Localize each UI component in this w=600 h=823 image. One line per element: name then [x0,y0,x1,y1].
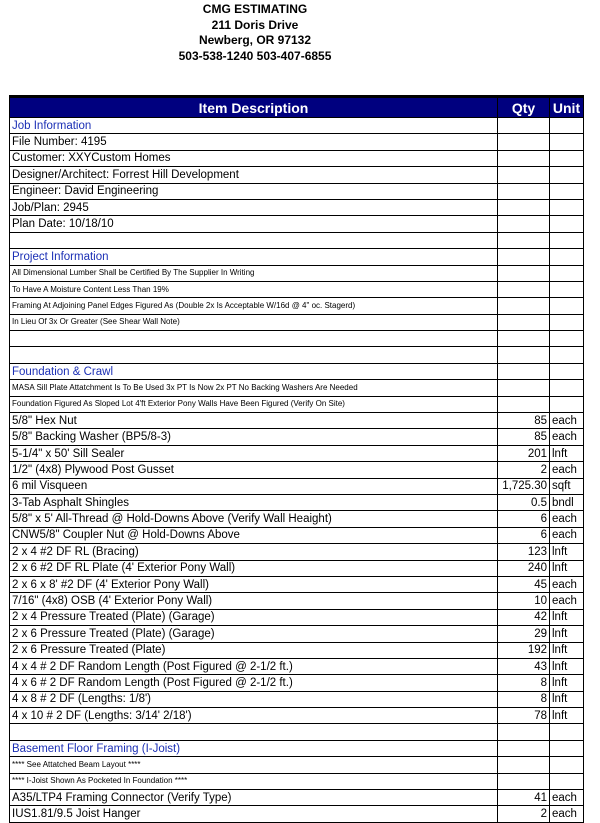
item-qty [498,265,550,281]
table-row [10,806,584,822]
item-unit [550,134,584,150]
table-row [10,609,584,625]
item-qty: 85 [498,413,550,429]
table-row [10,511,584,527]
item-qty [498,363,550,379]
item-qty [498,380,550,396]
column-header-unit: Unit [550,97,584,118]
item-qty: 1,725.30 [498,478,550,494]
item-qty [498,740,550,756]
column-header-description: Item Description [10,97,498,118]
item-qty [498,167,550,183]
item-qty: 2 [498,462,550,478]
item-unit [550,757,584,773]
table-row [10,380,584,396]
item-unit [550,380,584,396]
item-qty [498,347,550,363]
item-qty: 29 [498,626,550,642]
section-title: Project Information [10,249,498,265]
table-row [10,429,584,445]
note-text: **** I-Joist Shown As Pocketed In Foundation **** [10,773,498,789]
item-description: 3-Tab Asphalt Shingles [10,494,498,510]
item-description: CNW5/8" Coupler Nut @ Hold-Downs Above [10,527,498,543]
item-unit: each [550,593,584,609]
item-unit: lnft [550,626,584,642]
blank-row [10,724,584,740]
item-unit: lnft [550,544,584,560]
item-unit [550,724,584,740]
item-unit: each [550,429,584,445]
item-qty [498,216,550,232]
item-unit [550,773,584,789]
item-unit [550,183,584,199]
item-description: 2 x 4 #2 DF RL (Bracing) [10,544,498,560]
table-row [10,281,584,297]
company-name: CMG ESTIMATING [202,2,308,16]
section-title: Basement Floor Framing (I-Joist) [10,740,498,756]
item-description: File Number: 4195 [10,134,498,150]
table-row [10,757,584,773]
column-header-qty: Qty [498,97,550,118]
section-header-row [10,363,584,379]
item-description: A35/LTP4 Framing Connector (Verify Type) [10,790,498,806]
table-row [10,396,584,412]
table-row [10,527,584,543]
item-unit: lnft [550,445,584,461]
item-unit: lnft [550,658,584,674]
item-unit [550,314,584,330]
table-body [10,118,584,823]
item-unit [550,232,584,248]
blank-row [10,347,584,363]
item-unit: bndl [550,494,584,510]
item-description: 4 x 4 # 2 DF Random Length (Post Figured @ 2-1/2 ft.) [10,658,498,674]
table-row [10,790,584,806]
section-title: Foundation & Crawl [10,363,498,379]
item-description: 4 x 8 # 2 DF (Lengths: 1/8') [10,691,498,707]
item-description [10,331,498,347]
item-unit [550,167,584,183]
table-row [10,413,584,429]
item-description: 1/2" (4x8) Plywood Post Gusset [10,462,498,478]
item-qty: 78 [498,708,550,724]
item-unit [550,118,584,134]
company-address-line1: 211 Doris Drive [211,17,299,32]
table-row [10,199,584,215]
company-phones: 503-538-1240 503-407-6855 [178,48,332,63]
item-unit [550,150,584,166]
table-row [10,134,584,150]
table-row [10,642,584,658]
section-header-row [10,118,584,134]
item-qty: 85 [498,429,550,445]
table-row [10,183,584,199]
item-qty: 240 [498,560,550,576]
section-title: Job Information [10,118,498,134]
estimate-table [9,95,584,823]
item-description: Job/Plan: 2945 [10,199,498,215]
table-row [10,298,584,314]
item-qty: 2 [498,806,550,822]
item-qty [498,724,550,740]
item-qty: 8 [498,691,550,707]
item-qty [498,199,550,215]
item-description: Customer: XXYCustom Homes [10,150,498,166]
item-description: 7/16" (4x8) OSB (4' Exterior Pony Wall) [10,593,498,609]
item-description: 5/8" Hex Nut [10,413,498,429]
item-qty: 123 [498,544,550,560]
item-unit [550,363,584,379]
item-qty: 0.5 [498,494,550,510]
table-row [10,478,584,494]
item-qty [498,757,550,773]
table-row [10,658,584,674]
table-row [10,626,584,642]
item-qty [498,150,550,166]
item-unit: each [550,576,584,592]
table-row [10,445,584,461]
item-unit: lnft [550,560,584,576]
item-description: 4 x 6 # 2 DF Random Length (Post Figured @ 2-1/2 ft.) [10,675,498,691]
item-description: 2 x 4 Pressure Treated (Plate) (Garage) [10,609,498,625]
item-qty: 45 [498,576,550,592]
item-qty: 42 [498,609,550,625]
item-unit [550,265,584,281]
item-unit: each [550,790,584,806]
table-header-row [10,97,584,118]
table-row [10,773,584,789]
table-row [10,708,584,724]
item-qty: 192 [498,642,550,658]
note-text: Foundation Figured As Sloped Lot 4'ft Exterior Pony Walls Have Been Figured (Verify On Site) [10,396,498,412]
item-unit: each [550,413,584,429]
item-unit [550,298,584,314]
table-row [10,544,584,560]
item-description: Designer/Architect: Forrest Hill Development [10,167,498,183]
company-header [0,2,510,64]
table-row [10,593,584,609]
item-description: IUS1.81/9.5 Joist Hanger [10,806,498,822]
note-text: MASA Sill Plate Attatchment Is To Be Used 3x PT Is Now 2x PT No Backing Washers Are Needed [10,380,498,396]
item-qty [498,118,550,134]
item-unit: sqft [550,478,584,494]
item-unit: each [550,806,584,822]
table-row [10,691,584,707]
item-qty [498,134,550,150]
item-unit: lnft [550,691,584,707]
table-row [10,314,584,330]
item-description: 2 x 6 #2 DF RL Plate (4' Exterior Pony Wall) [10,560,498,576]
item-description: 5-1/4" x 50' Sill Sealer [10,445,498,461]
item-qty [498,314,550,330]
item-description: 5/8" x 5' All-Thread @ Hold-Downs Above (Verify Wall Heaight) [10,511,498,527]
item-qty [498,249,550,265]
blank-row [10,331,584,347]
item-qty [498,773,550,789]
table-row [10,560,584,576]
item-unit: lnft [550,675,584,691]
table-row [10,167,584,183]
item-unit: lnft [550,708,584,724]
table-row [10,494,584,510]
item-description [10,347,498,363]
table-row [10,462,584,478]
item-description: Plan Date: 10/18/10 [10,216,498,232]
blank-row [10,232,584,248]
item-unit: each [550,462,584,478]
table-row [10,265,584,281]
item-description: 2 x 6 Pressure Treated (Plate) [10,642,498,658]
note-text: All Dimensional Lumber Shall be Certified By The Supplier In Writing [10,265,498,281]
item-qty: 8 [498,675,550,691]
item-unit [550,740,584,756]
section-header-row [10,740,584,756]
item-qty: 10 [498,593,550,609]
table-row [10,150,584,166]
item-unit [550,347,584,363]
item-unit: lnft [550,642,584,658]
item-unit [550,199,584,215]
item-description: 6 mil Visqueen [10,478,498,494]
note-text: **** See Attatched Beam Layout **** [10,757,498,773]
item-qty [498,232,550,248]
table-row [10,576,584,592]
company-address-line2: Newberg, OR 97132 [198,33,312,47]
item-description: 4 x 10 # 2 DF (Lengths: 3/14' 2/18') [10,708,498,724]
note-text: In Lieu Of 3x Or Greater (See Shear Wall Note) [10,314,498,330]
table-row [10,216,584,232]
item-unit: each [550,511,584,527]
item-qty [498,183,550,199]
item-qty: 41 [498,790,550,806]
item-description [10,232,498,248]
item-qty: 6 [498,511,550,527]
item-qty: 6 [498,527,550,543]
item-unit [550,281,584,297]
item-unit [550,249,584,265]
section-header-row [10,249,584,265]
item-description [10,724,498,740]
item-description: 2 x 6 x 8' #2 DF (4' Exterior Pony Wall) [10,576,498,592]
item-qty [498,396,550,412]
item-qty: 43 [498,658,550,674]
item-qty [498,331,550,347]
item-description: 2 x 6 Pressure Treated (Plate) (Garage) [10,626,498,642]
item-unit [550,331,584,347]
item-qty [498,298,550,314]
item-unit [550,216,584,232]
table-row [10,675,584,691]
item-description: 5/8" Backing Washer (BP5/8-3) [10,429,498,445]
item-description: Engineer: David Engineering [10,183,498,199]
note-text: To Have A Moisture Content Less Than 19% [10,281,498,297]
item-unit: each [550,527,584,543]
note-text: Framing At Adjoining Panel Edges Figured As (Double 2x Is Acceptable W/16d @ 4" oc. Stagerd) [10,298,498,314]
item-qty [498,281,550,297]
item-qty: 201 [498,445,550,461]
item-unit [550,396,584,412]
item-unit: lnft [550,609,584,625]
